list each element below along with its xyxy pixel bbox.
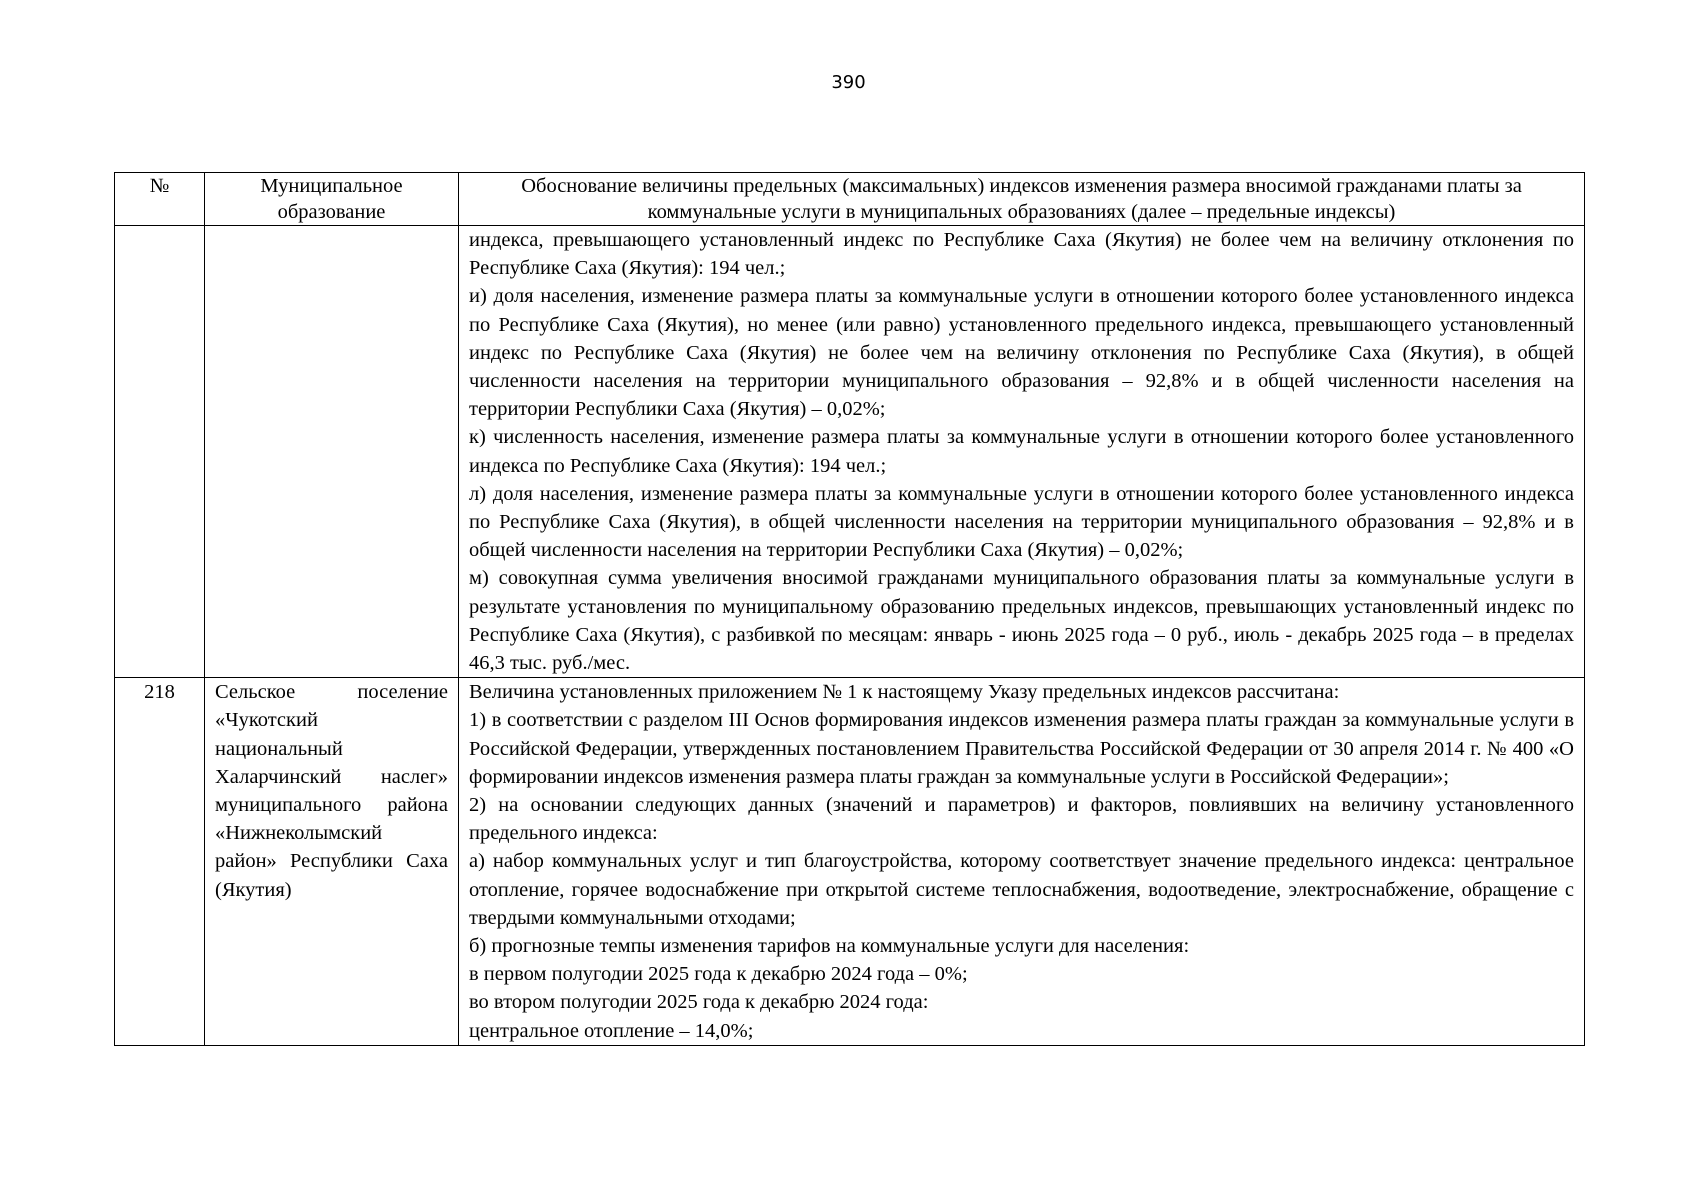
table-header-row	[115, 173, 1585, 226]
table-row	[115, 678, 1585, 1046]
paragraph: индекса, превышающего установленный индекс по Республике Саха (Якутия) не более чем на величину отклонения по Республике Саха (Якутия): 194 чел.;	[469, 229, 1574, 280]
table-row	[115, 226, 1585, 678]
paragraph: б) прогнозные темпы изменения тарифов на коммунальные услуги для населения:	[469, 935, 1190, 958]
paragraph: в первом полугодии 2025 года к декабрю 2024 года – 0%;	[469, 963, 968, 986]
row-municipality: Сельское поселение «Чукотский национальный Халарчинский наслег» муниципального района «Нижнеколымский район» Республики Саха (Якутия)	[205, 678, 459, 1046]
justification-table	[114, 172, 1585, 1046]
paragraph: л) доля населения, изменение размера платы за коммунальные услуги в отношении которого более установленного индекса по Республике Саха (Якутия), в общей численности населения на территории муниципального образования – 92,8% и в общей численности населения на территории Республики Саха (Якутия) – 0,02%;	[469, 482, 1574, 562]
paragraph: центральное отопление – 14,0%;	[469, 1019, 754, 1042]
paragraph: м) совокупная сумма увеличения вносимой гражданами муниципального образования платы за коммунальные услуги в результате установления по муниципальному образованию предельных индексов, превышающих установленный индекс по Республике Саха (Якутия), с разбивкой по месяцам: январь - июнь 2025 года – 0 руб., июль - декабрь 2025 года – в пределах 46,3 тыс. руб./мес.	[469, 567, 1574, 675]
paragraph: к) численность населения, изменение размера платы за коммунальные услуги в отношении которого более установленного индекса по Республике Саха (Якутия): 194 чел.;	[469, 426, 1574, 477]
header-justification: Обоснование величины предельных (максимальных) индексов изменения размера вносимой гражданами платы за коммунальные услуги в муниципальных образованиях (далее – предельные индексы)	[459, 173, 1585, 226]
paragraph: 1) в соответствии с разделом III Основ формирования индексов изменения размера платы граждан за коммунальные услуги в Российской Федерации, утвержденных постановлением Правительства Российской Федерации от 30 апреля 2014 г. № 400 «О формировании индексов изменения размера платы граждан за коммунальные услуги в Российской Федерации»;	[469, 709, 1574, 788]
row-justification	[459, 226, 1585, 678]
paragraph: Величина установленных приложением № 1 к настоящему Указу предельных индексов рассчитана:	[469, 681, 1340, 704]
paragraph: а) набор коммунальных услуг и тип благоустройства, которому соответствует значение предельного индекса: центральное отопление, горячее водоснабжение при открытой системе теплоснабжения, водоотведение, электроснабжение, обращение с твердыми коммунальными отходами;	[469, 850, 1574, 929]
row-number	[115, 226, 205, 678]
header-number: №	[115, 173, 205, 226]
header-municipality: Муниципальное образование	[205, 173, 459, 226]
paragraph: 2) на основании следующих данных (значений и параметров) и факторов, повлиявших на величину установленного предельного индекса:	[469, 794, 1574, 845]
page-number: 390	[831, 72, 866, 93]
paragraph: во втором полугодии 2025 года к декабрю 2024 года:	[469, 991, 929, 1014]
row-number: 218	[115, 678, 205, 1046]
paragraph: и) доля населения, изменение размера платы за коммунальные услуги в отношении которого более установленного индекса по Республике Саха (Якутия), но менее (или равно) установленного предельного индекса, превышающего установленный индекс по Республике Саха (Якутия) не более чем на величину отклонения по Республике Саха (Якутия), в общей численности населения на территории муниципального образования – 92,8% и в общей численности населения на территории Республики Саха (Якутия) – 0,02%;	[469, 285, 1574, 421]
row-justification	[459, 678, 1585, 1046]
row-municipality	[205, 226, 459, 678]
